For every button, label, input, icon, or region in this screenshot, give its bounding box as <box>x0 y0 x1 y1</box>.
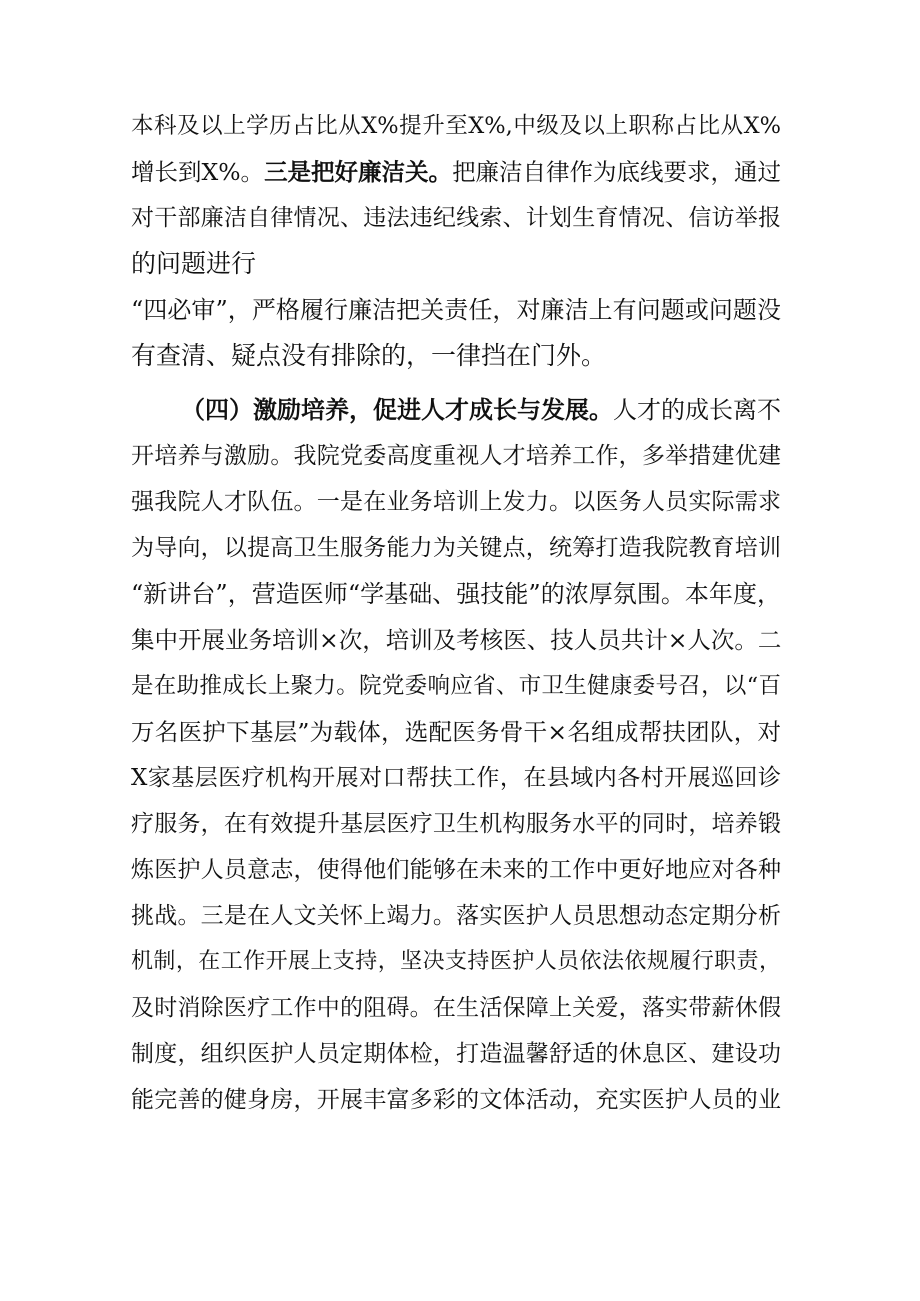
text-line: 为导向，以提高卫生服务能力为关键点，统筹打造我院教育培训 <box>131 535 781 561</box>
bold-heading: 三是把好廉洁关。 <box>264 158 453 186</box>
text-line: 集中开展业务培训×次，培训及考核医、技人员共计×人次。二 <box>131 626 782 654</box>
text-line: 对干部廉洁自律情况、违法违纪线索、计划生育情况、信访举报 <box>131 205 781 231</box>
text-line: “新讲台”，营造医师“学基础、强技能”的浓厚氛围。本年度， <box>131 580 781 608</box>
text-line: 能完善的健身房，开展丰富多彩的文体活动，充实医护人员的业 <box>131 1087 781 1113</box>
text-line: 制度，组织医护人员定期体检，打造温馨舒适的休息区、建设功 <box>131 1041 781 1067</box>
text-line: 机制，在工作开展上支持，坚决支持医护人员依法依规履行职责， <box>131 949 781 974</box>
text-run: 把廉洁自律作为底线要求，通过 <box>452 158 782 186</box>
text-run: 人才的成长离不 <box>613 396 781 424</box>
text-line: 的问题进行 <box>131 249 257 278</box>
text-line: 有查清、疑点没有排除的，一律挡在门外。 <box>131 341 607 370</box>
text-line: 挑战。三是在人文关怀上竭力。落实医护人员思想动态定期分析 <box>131 903 781 929</box>
text-line: 炼医护人员意志，使得他们能够在未来的工作中更好地应对各种 <box>131 857 781 883</box>
text-line: X家基层医疗机构开展对口帮扶工作，在县域内各村开展巡回诊 <box>131 765 781 791</box>
text-line: 本科及以上学历占比从X%提升至X%,中级及以上职称占比从X% <box>131 113 781 139</box>
text-line: “四必审”，严格履行廉洁把关责任，对廉洁上有问题或问题没 <box>131 296 781 324</box>
text-line <box>131 149 781 195</box>
text-run: 增长到X%。 <box>131 158 265 186</box>
paragraph-integrity <box>131 103 781 379</box>
text-line: 强我院人才队伍。一是在业务培训上发力。以医务人员实际需求 <box>131 489 781 515</box>
text-line: 及时消除医疗工作中的阻碍。在生活保障上关爱，落实带薪休假 <box>131 995 781 1021</box>
text-line <box>131 387 781 433</box>
paragraph-talent-development <box>131 387 781 1123</box>
section-heading: （四）激励培养，促进人才成长与发展。 <box>181 395 613 424</box>
text-line: 是在助推成长上聚力。院党委响应省、市卫生健康委号召，以“百 <box>131 673 781 699</box>
text-line: 开培养与激励。我院党委高度重视人才培养工作，多举措建优建 <box>131 443 781 469</box>
text-line: 万名医护下基层”为载体，选配医务骨干×名组成帮扶团队，对 <box>131 718 781 746</box>
text-line: 疗服务，在有效提升基层医疗卫生机构服务水平的同时，培养锻 <box>131 811 781 837</box>
